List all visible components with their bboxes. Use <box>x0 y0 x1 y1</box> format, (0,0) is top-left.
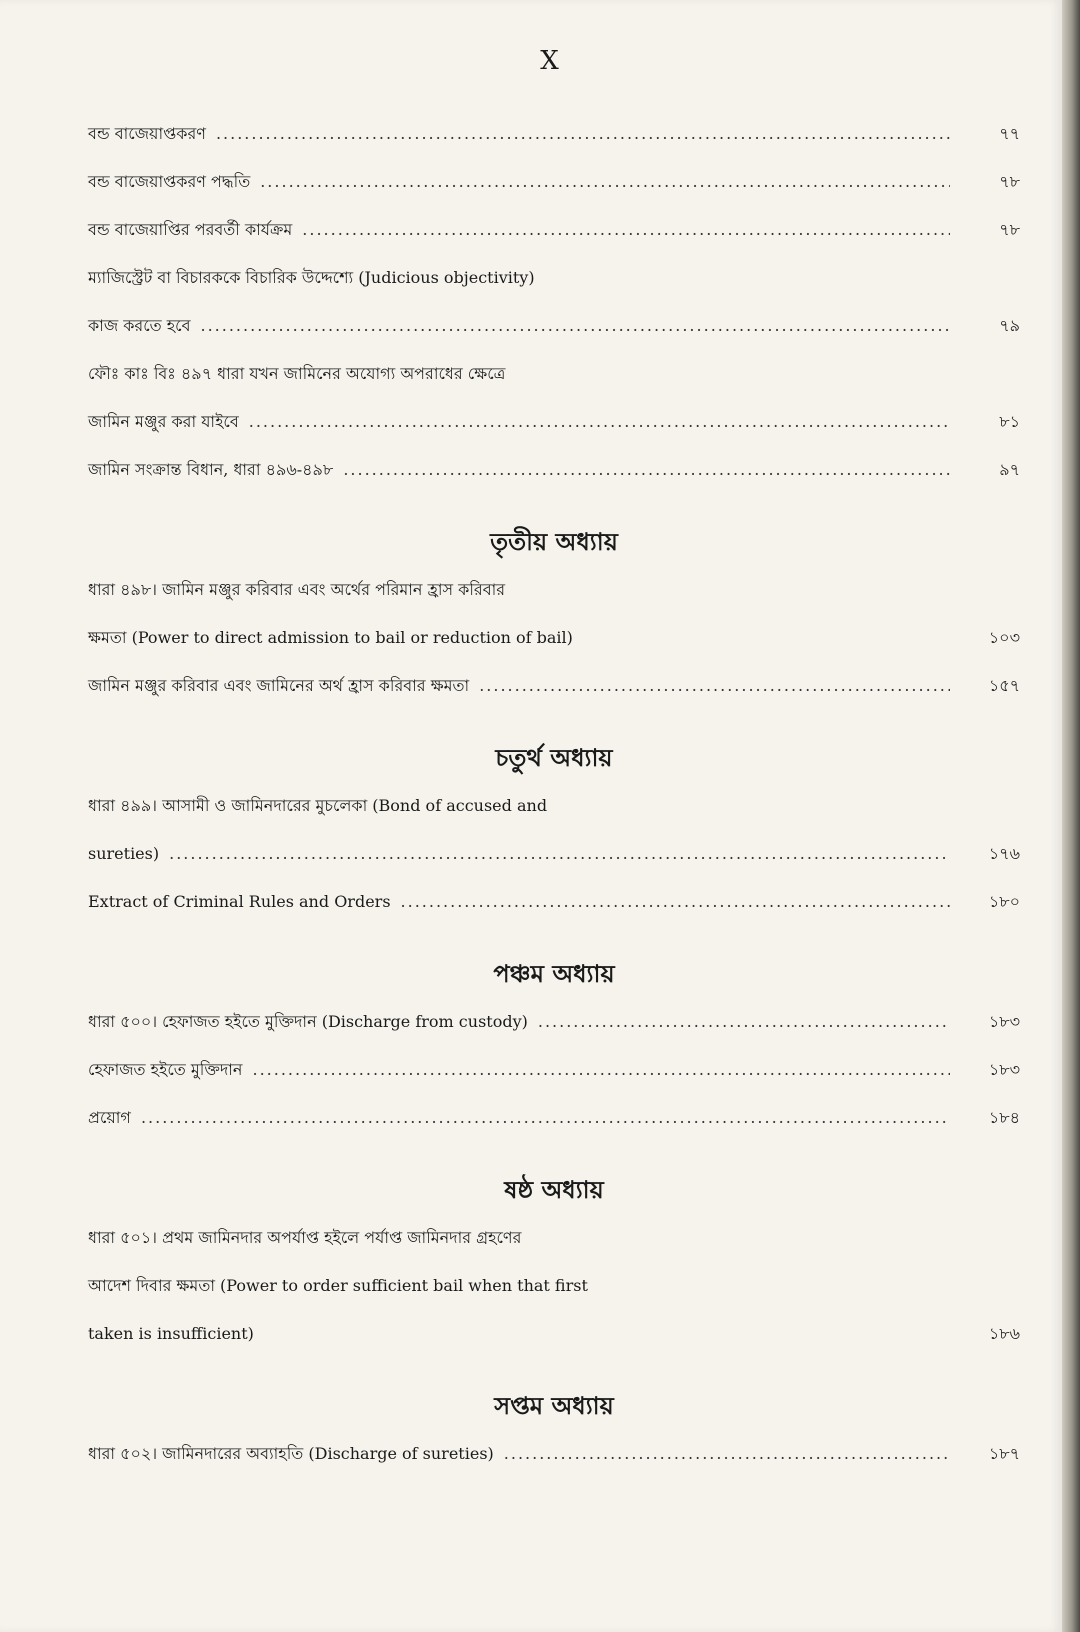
toc-entry[interactable] <box>88 662 1020 710</box>
toc-entry[interactable] <box>88 1046 1020 1094</box>
toc-entry-text: আদেশ দিবার ক্ষমতা (Power to order sufficient bail when that first <box>88 1276 588 1295</box>
toc-entry[interactable] <box>88 878 1020 926</box>
toc-page-number: ৭৮ <box>999 220 1020 239</box>
toc-entry[interactable] <box>88 206 1020 254</box>
toc-entry-label: জামিন মঞ্জুর করা যাইবে <box>88 412 239 431</box>
toc-page-number: ১৮৬ <box>988 1324 1020 1343</box>
chapter-heading: ষষ্ঠ অধ্যায় <box>504 1175 604 1204</box>
leader-dots <box>401 878 950 926</box>
chapter-heading: তৃতীয় অধ্যায় <box>490 527 618 556</box>
toc-entry-text: ধারা ৪৯৮। জামিন মঞ্জুর করিবার এবং অর্থের পরিমান হ্রাস করিবার <box>88 580 506 599</box>
toc-page-number: ৭৮ <box>999 172 1020 191</box>
toc-entry-text: ধারা ৫০১। প্রথম জামিনদার অপর্যাপ্ত হইলে পর্যাপ্ত জামিনদার গ্রহণের <box>88 1228 522 1247</box>
leader-dots <box>538 998 950 1046</box>
toc-entry[interactable] <box>88 1094 1020 1142</box>
page-number: X <box>540 46 560 76</box>
leader-dots <box>201 302 951 350</box>
toc-page-number: ১০৩ <box>988 628 1020 647</box>
toc-entry-text: ফৌঃ কাঃ বিঃ ৪৯৭ ধারা যখন জামিনের অযোগ্য অপরাধের ক্ষেত্রে <box>88 364 506 383</box>
toc-entry-label: ধারা ৫০২। জামিনদারের অব্যাহতি (Discharge of sureties) <box>88 1444 494 1463</box>
table-of-contents <box>88 110 1020 1478</box>
toc-entry[interactable] <box>88 566 1020 662</box>
toc-entry-label: ধারা ৫০০। হেফাজত হইতে মুক্তিদান (Discharge from custody) <box>88 1012 528 1031</box>
leader-dots <box>343 446 950 494</box>
toc-entry-label: Extract of Criminal Rules and Orders <box>88 892 391 911</box>
toc-page-number: ১৮৪ <box>988 1108 1020 1127</box>
leader-dots <box>260 158 950 206</box>
toc-entry-label: বন্ড বাজেয়াপ্তকরণ <box>88 124 206 143</box>
toc-entry-label: প্রয়োগ <box>88 1108 131 1127</box>
toc-entry[interactable] <box>88 254 1020 350</box>
chapter-heading: সপ্তম অধ্যায় <box>494 1391 614 1420</box>
leader-dots <box>253 1046 951 1094</box>
toc-page-number: ১৫৭ <box>988 676 1020 695</box>
toc-entry[interactable] <box>88 158 1020 206</box>
toc-entry-label: জামিন মঞ্জুর করিবার এবং জামিনের অর্থ হ্রাস করিবার ক্ষমতা <box>88 676 470 695</box>
leader-dots <box>302 206 950 254</box>
toc-entry-label: taken is insufficient) <box>88 1324 254 1343</box>
book-gutter <box>1062 0 1080 1632</box>
toc-entry-label: ক্ষমতা (Power to direct admission to bail or reduction of bail) <box>88 628 573 647</box>
toc-page-number: ৮১ <box>999 412 1020 431</box>
toc-page-number: ৯৭ <box>999 460 1020 479</box>
leader-dots <box>504 1430 950 1478</box>
toc-page-number: ১৮৩ <box>988 1012 1020 1031</box>
toc-entry-label: sureties) <box>88 844 160 863</box>
toc-entry[interactable] <box>88 350 1020 446</box>
toc-entry[interactable] <box>88 998 1020 1046</box>
toc-page-number: ১৭৬ <box>988 844 1020 863</box>
toc-entry[interactable] <box>88 1214 1020 1358</box>
toc-entry[interactable] <box>88 782 1020 878</box>
chapter-heading: পঞ্চম অধ্যায় <box>493 959 615 988</box>
toc-entry[interactable] <box>88 1430 1020 1478</box>
toc-entry[interactable] <box>88 110 1020 158</box>
toc-page-number: ১৮৩ <box>988 1060 1020 1079</box>
toc-page-number: ৭৭ <box>999 124 1020 143</box>
toc-entry-label: বন্ড বাজেয়াপ্তির পরবর্তী কার্যক্রম <box>88 220 293 239</box>
toc-entry-label: কাজ করতে হবে <box>88 316 191 335</box>
chapter-heading: চতুর্থ অধ্যায় <box>495 743 613 772</box>
toc-entry-label: জামিন সংক্রান্ত বিধান, ধারা ৪৯৬-৪৯৮ <box>88 460 334 479</box>
leader-dots <box>216 110 950 158</box>
toc-page-number: ৭৯ <box>999 316 1020 335</box>
leader-dots <box>479 662 950 710</box>
toc-entry-label: হেফাজত হইতে মুক্তিদান <box>88 1060 243 1079</box>
toc-page-number: ১৮০ <box>988 892 1020 911</box>
leader-dots <box>169 830 950 878</box>
toc-page-number: ১৮৭ <box>988 1444 1020 1463</box>
leader-dots <box>141 1094 950 1142</box>
toc-entry-text: ম্যাজিস্ট্রেট বা বিচারককে বিচারিক উদ্দেশ্যে (Judicious objectivity) <box>88 268 535 287</box>
leader-dots <box>249 398 950 446</box>
toc-entry-label: বন্ড বাজেয়াপ্তকরণ পদ্ধতি <box>88 172 251 191</box>
toc-entry-text: ধারা ৪৯৯। আসামী ও জামিনদারের মুচলেকা (Bond of accused and <box>88 796 548 815</box>
toc-entry[interactable] <box>88 446 1020 494</box>
